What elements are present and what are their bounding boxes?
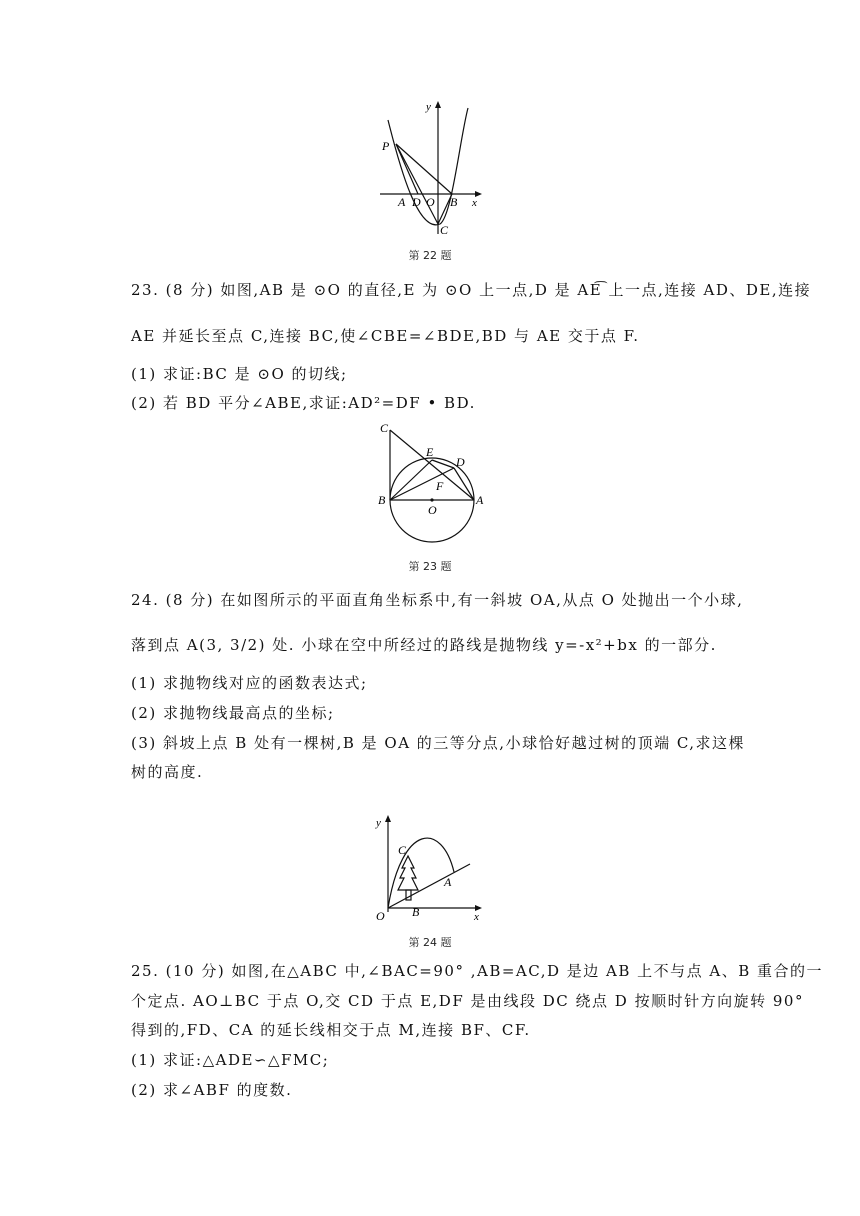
label-y: y: [376, 817, 381, 829]
label-E: E: [426, 445, 434, 459]
q25-line5: (2) 求∠ABF 的度数.: [131, 1081, 293, 1099]
label-C: C: [380, 421, 389, 435]
q24-line4: (2) 求抛物线最高点的坐标;: [131, 704, 335, 722]
caption-q22: 第 22 题: [408, 249, 452, 262]
label-A: A: [398, 195, 406, 209]
q24-line5: (3) 斜坡上点 B 处有一棵树,B 是 OA 的三等分点,小球恰好越过树的顶端 C,求这棵: [131, 734, 746, 752]
label-B: B: [450, 195, 458, 209]
q25-line1: 25. (10 分) 如图,在△ABC 中,∠BAC=90° ,AB=AC,D 是边 AB 上不与点 A、B 重合的一: [131, 962, 824, 980]
figure-q24: [372, 812, 488, 922]
label-O: O: [376, 909, 385, 922]
figure-q22: [370, 98, 490, 238]
label-O: O: [426, 195, 435, 209]
label-O: O: [428, 503, 437, 517]
label-D: D: [412, 195, 421, 209]
figure-q23: [374, 420, 490, 546]
q24-line2: 落到点 A(3, 3/2) 处. 小球在空中所经过的路线是抛物线 y=-x²+bx 的一部分.: [131, 636, 717, 654]
label-B: B: [412, 905, 420, 919]
q23-line4: (2) 若 BD 平分∠ABE,求证:AD²=DF • BD.: [131, 394, 476, 412]
q24-line3: (1) 求抛物线对应的函数表达式;: [131, 674, 368, 692]
q23-line1: 23. (8 分) 如图,AB 是 ⊙O 的直径,E 为 ⊙O 上一点,D 是 AE͡ 上一点,连接 AD、DE,连接: [131, 281, 812, 299]
label-x: x: [472, 197, 477, 209]
label-D: D: [456, 455, 465, 469]
label-y: y: [426, 101, 431, 113]
label-F: F: [436, 479, 444, 493]
label-B: B: [378, 493, 386, 507]
q25-line3: 得到的,FD、CA 的延长线相交于点 M,连接 BF、CF.: [131, 1021, 531, 1039]
label-x: x: [474, 911, 479, 922]
label-C: C: [440, 223, 449, 237]
label-C: C: [398, 843, 407, 857]
q23-line3: (1) 求证:BC 是 ⊙O 的切线;: [131, 365, 348, 383]
q24-line6: 树的高度.: [131, 763, 204, 781]
q24-line1: 24. (8 分) 在如图所示的平面直角坐标系中,有一斜坡 OA,从点 O 处抛出一个小球,: [131, 591, 744, 609]
caption-q24: 第 24 题: [408, 936, 452, 949]
label-A: A: [476, 493, 484, 507]
label-P: P: [382, 139, 390, 153]
label-A: A: [444, 875, 452, 889]
caption-q23: 第 23 题: [408, 560, 452, 573]
q23-line2: AE 并延长至点 C,连接 BC,使∠CBE=∠BDE,BD 与 AE 交于点 F.: [131, 327, 640, 345]
q25-line4: (1) 求证:△ADE∽△FMC;: [131, 1051, 330, 1069]
q25-line2: 个定点. AO⊥BC 于点 O,交 CD 于点 E,DF 是由线段 DC 绕点 D 按顺时针方向旋转 90°: [131, 992, 804, 1010]
